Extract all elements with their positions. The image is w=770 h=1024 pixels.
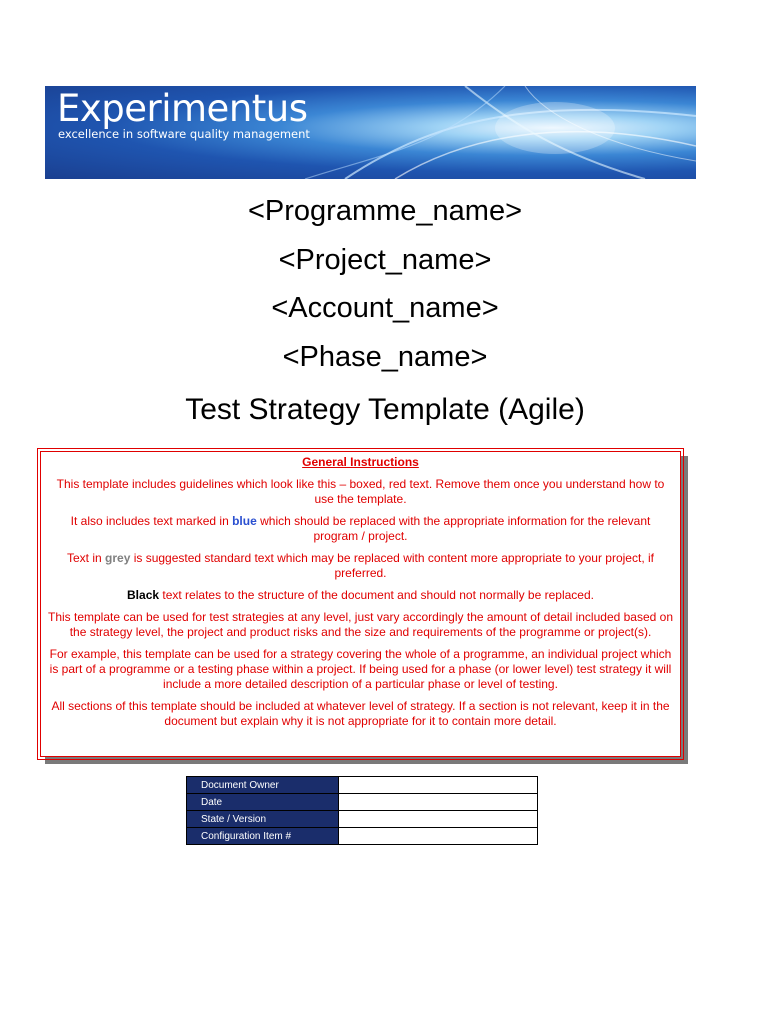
date-label: Date <box>187 794 339 811</box>
date-value[interactable] <box>339 794 538 811</box>
grey-keyword: grey <box>105 551 131 565</box>
instructions-heading: General Instructions <box>302 455 419 469</box>
instructions-text: is suggested standard text which may be replaced with content more appropriate to your project, if preferred. <box>130 551 654 580</box>
brand-banner <box>45 86 696 179</box>
phase-name-placeholder: <Phase_name> <box>282 341 488 373</box>
blue-keyword: blue <box>232 514 257 528</box>
configuration-item-label: Configuration Item # <box>187 828 339 845</box>
instructions-paragraph: This template can be used for test strategies at any level, just vary accordingly the amount of detail included based on the strategy level, the project and product risks and the size and requirements of the programme or project(s). <box>47 610 674 639</box>
instructions-paragraph: This template includes guidelines which look like this – boxed, red text. Remove them once you understand how to use the template. <box>56 477 665 506</box>
black-keyword: Black <box>127 588 160 602</box>
document-title: Test Strategy Template (Agile) <box>185 393 585 426</box>
instructions-paragraph <box>47 588 674 603</box>
account-name-placeholder: <Account_name> <box>271 292 499 324</box>
instructions-text: It also includes text marked in <box>70 514 233 528</box>
table-row <box>187 777 538 794</box>
brand-logo-text: Experimentus <box>57 87 308 130</box>
table-row <box>187 794 538 811</box>
instructions-paragraph <box>47 514 674 544</box>
instructions-text: Text in <box>67 551 106 565</box>
programme-name-placeholder: <Programme_name> <box>247 195 523 227</box>
instructions-text: text relates to the structure of the document and should not normally be replaced. <box>159 588 594 602</box>
instructions-text: which should be replaced with the appropriate information for the relevant program / project. <box>256 514 651 543</box>
state-version-value[interactable] <box>339 811 538 828</box>
instructions-paragraph <box>47 551 674 581</box>
project-name-placeholder: <Project_name> <box>278 244 492 276</box>
document-owner-label: Document Owner <box>187 777 339 794</box>
table-row <box>187 828 538 845</box>
table-row <box>187 811 538 828</box>
brand-tagline: excellence in software quality management <box>58 127 310 141</box>
document-owner-value[interactable] <box>339 777 538 794</box>
instructions-paragraph: For example, this template can be used for a strategy covering the whole of a programme, an individual project which is part of a programme or a testing phase within a project. If being used for a phase (or lower level) test strategy it will include a more detailed description of a particular phase or level of testing. <box>49 647 672 691</box>
general-instructions-box <box>40 451 681 757</box>
instructions-paragraph: All sections of this template should be included at whatever level of strategy. If a section is not relevant, keep it in the document but explain why it is not appropriate for it to contain more detail. <box>51 699 670 728</box>
configuration-item-value[interactable] <box>339 828 538 845</box>
document-info-table <box>186 776 538 845</box>
state-version-label: State / Version <box>187 811 339 828</box>
